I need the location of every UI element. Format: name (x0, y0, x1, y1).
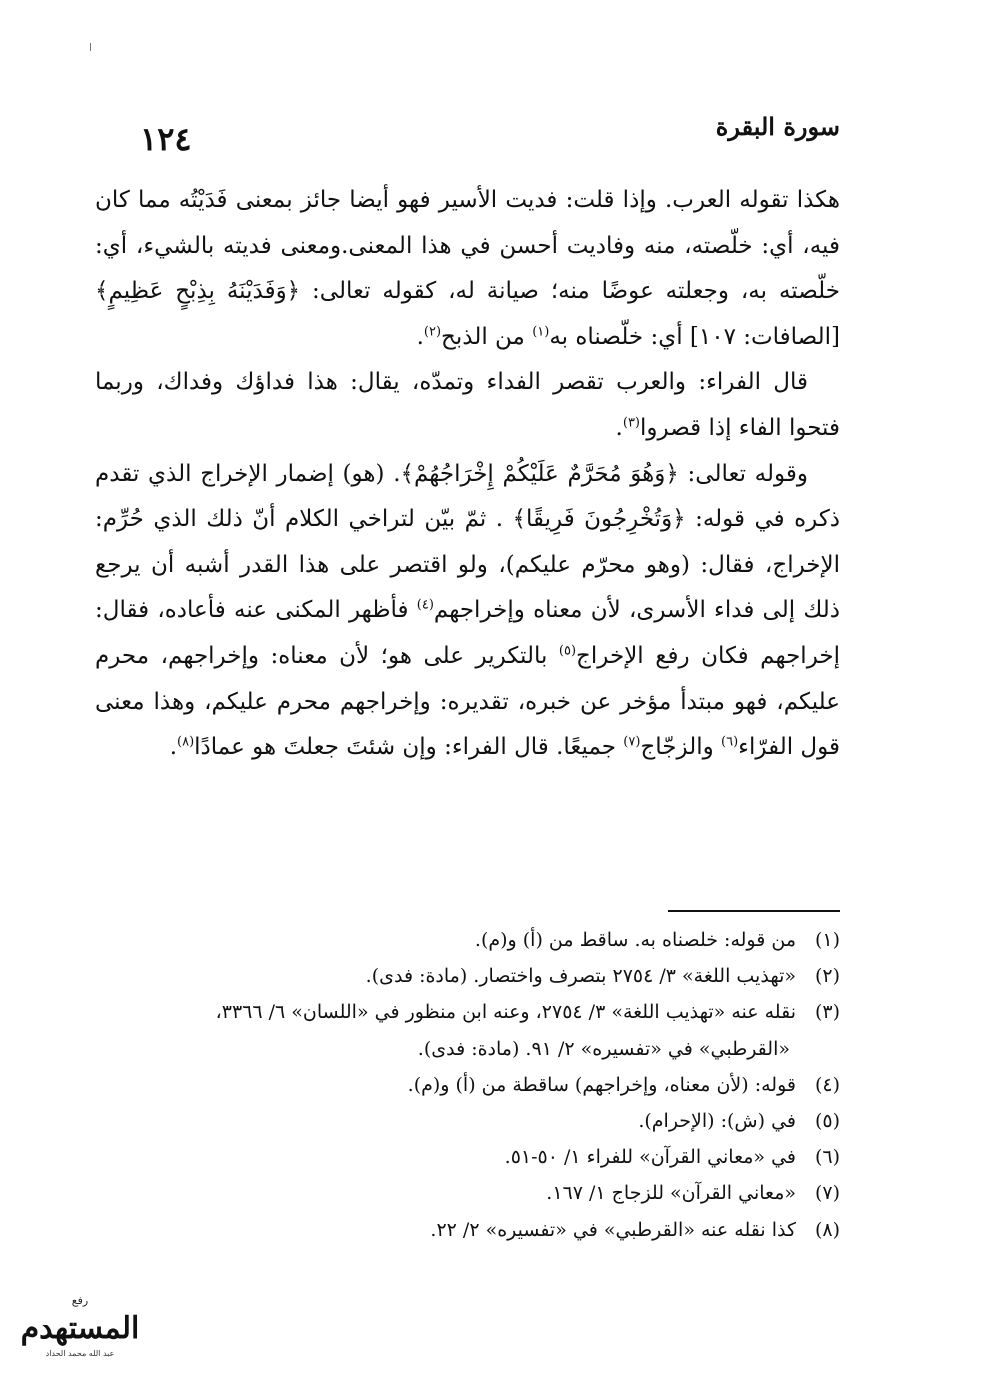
footnote-text: في «معاني القرآن» للفراء ١/ ٥٠-٥١. (504, 1146, 796, 1169)
text-segment: قال الفراء: والعرب تقصر الفداء وتمدّه، يقال: هذا فداؤك وفداك، وربما فتحوا الفاء إذا قصروا (95, 369, 840, 441)
logo-caption: عبد الله محمد الحداد (45, 1349, 115, 1358)
footnote-ref: (١) (532, 324, 550, 340)
text-segment: [الصافات: ١٠٧] أي: خلّصناه به (549, 323, 840, 350)
footnote-ref: (٧) (623, 734, 641, 750)
footnote-text: في (ش): (الإحرام). (638, 1110, 796, 1133)
logo-small-text: رفع (71, 1294, 89, 1307)
footnote-number: (٤) (814, 1073, 840, 1096)
text-segment: . (416, 323, 424, 350)
footnote-number: (١) (814, 929, 840, 951)
footnotes-list (95, 922, 840, 1248)
footnote-ref: (٢) (423, 324, 442, 340)
body-paragraph (95, 178, 840, 360)
footnote-separator (668, 910, 840, 912)
surah-title: سورة البقرة (715, 112, 840, 141)
footnote-ref: (٦) (721, 734, 739, 750)
publisher-logo (10, 1290, 150, 1368)
footnote-number: (٢) (814, 965, 840, 988)
footnote-item (95, 1212, 840, 1248)
footnote-number: (٧) (814, 1182, 840, 1205)
footnote-item (95, 958, 840, 994)
footnote-continuation: «القرطبي» في «تفسيره» ٢/ ٩١. (مادة: فدى). (417, 1037, 790, 1060)
footnote-item (95, 1067, 840, 1103)
text-segment: . ثمّ بيّن لتراخي الكلام أنّ ذلك الذي حُرِّم: الإخراج، فقال: (وهو محرّم عليكم)، ولو اقتصر على هذا القدر أشبه أن يرجع ذلك إلى فداء الأسرى، لأن معناه وإخراجهم (95, 506, 840, 624)
logo-text: المستهدم (20, 1311, 140, 1346)
text-segment: فأظهر المكنى عنه فأعاده، فقال: إخراجهم فكان رفع الإخراج (95, 597, 840, 669)
footnote-item (95, 922, 840, 958)
text-segment: . (هو) إضمار الإخراج الذي تقدم ذكره في قوله: (95, 460, 841, 533)
text-segment: . (615, 414, 623, 441)
body-paragraph (95, 360, 840, 451)
text-segment: . (169, 734, 178, 761)
text-segment: هكذا تقوله العرب. وإذا قلت: فديت الأسير فهو أيضا جائز بمعنى فَدَيْتُه مما كان فيه، أي: خلّصته، منه وفاديت أحسن في هذا المعنى.ومعنى فديته بالشيء، أي: خلّصته به، وجعلته عوضًا منه؛ صيانة له، كقوله تعالى: (95, 187, 840, 305)
footnote-ref: (٨) (177, 734, 195, 750)
page-number: ١٢٤ (140, 120, 192, 158)
footnote-number: (٦) (814, 1146, 840, 1169)
text-segment: وقوله تعالى: (678, 460, 808, 487)
footnote-text: نقله عنه «تهذيب اللغة» ٣/ ٢٧٥٤، وعنه ابن منظور في «اللسان» ٦/ ٣٣٦٦، (215, 1001, 796, 1024)
footnote-number: (٥) (814, 1110, 840, 1133)
footnote-ref: (٥) (558, 643, 577, 659)
scan-mark (90, 43, 91, 51)
footnote-text: كذا نقله عنه «القرطبي» في «تفسيره» ٢/ ٢٢. (430, 1218, 796, 1241)
footnote-ref: (٤) (416, 597, 434, 613)
footnote-item (95, 1139, 840, 1175)
main-text (95, 178, 840, 771)
footnote-item (95, 1175, 840, 1211)
footnote-text: من قوله: خلصناه به. ساقط من (أ) و(م). (474, 929, 796, 951)
quran-quote: ﴿وَهُوَ مُحَرَّمٌ عَلَيْكُمْ إِخْرَاجُهُمْ﴾ (400, 460, 679, 487)
text-segment: بالتكرير على هو؛ لأن معناه: وإخراجهم، محرم عليكم، فهو مبتدأ مؤخر عن خبره، تقديره: وإخراجهم محرم عليكم، وهذا معنى قول الفرّاء (95, 642, 840, 761)
footnote-text: «تهذيب اللغة» ٣/ ٢٧٥٤ بتصرف واختصار. (مادة: فدى). (365, 965, 796, 988)
text-segment: من الذبح (441, 323, 533, 350)
text-segment: والزجّاج (640, 734, 722, 761)
footnote-text: قوله: (لأن معناه، وإخراجهم) ساقطة من (أ) و(م). (407, 1073, 796, 1096)
footnote-ref: (٣) (622, 415, 640, 431)
quran-quote: ﴿وَتُخْرِجُونَ فَرِيقًا﴾ (512, 506, 686, 533)
footnote-text: «معاني القرآن» للزجاج ١/ ١٦٧. (546, 1182, 796, 1205)
footnote-number: (٣) (814, 1001, 840, 1024)
footnote-number: (٨) (814, 1218, 840, 1241)
footnote-item (95, 1103, 840, 1139)
page-header (140, 112, 840, 162)
text-segment: جميعًا. قال الفراء: وإن شئتَ جعلتَ هو عمادًا (194, 734, 624, 761)
quran-quote: ﴿وَفَدَيْنَهُ بِذِبْحٍ عَظِيمٍ﴾ (95, 278, 301, 305)
footnote-item (95, 994, 840, 1066)
body-paragraph (95, 452, 840, 771)
